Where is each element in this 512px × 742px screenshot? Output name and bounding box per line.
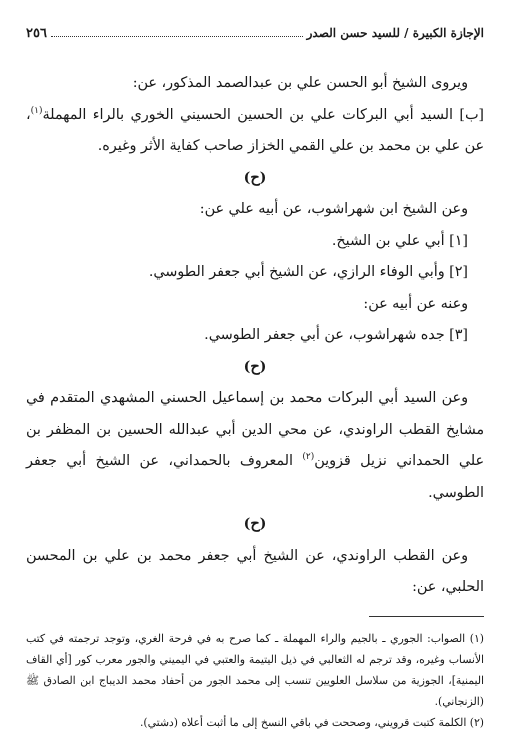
paragraph-5 xyxy=(26,383,484,509)
paragraph-5-text: وعن السيد أبي البركات محمد بن إسماعيل الحسني المشهدي المتقدم في مشايخ القطب الراوندي، عن محي الدين أبي عبدالله الحسين بن المظفر بن علي الحمداني نزيل قزوين xyxy=(26,390,484,469)
footnote-1: (١) الصواب: الجوري ـ بالجيم والراء المهملة ـ كما صرح به في فرحة الغري، وتوجد ترجمته في كتب الأنساب وغيره، وقد ترجم له الثعالبي في ذيل اليتيمة والعتبي في اليميني والجور معرب كور [أي القاف اليمنية]، الجوزية من سلاسل العلويين تنسب إلى محمد الجور من أحفاد محمد الديباج ابن الصادق ﷺ (الزنجاني). xyxy=(26,632,484,708)
body-text xyxy=(26,68,484,604)
section-separator-3: (ح) xyxy=(243,516,267,532)
list-item-3: [٣] جده شهراشوب، عن أبي جعفر الطوسي. xyxy=(204,327,468,343)
header-title: الإجازة الكبيرة / للسيد حسن الصدر xyxy=(306,26,484,40)
paragraph-4: وعنه عن أبيه عن: xyxy=(363,295,468,312)
footnotes xyxy=(26,628,484,733)
list-item-1: [١] أبي علي بن الشيخ. xyxy=(331,232,468,249)
page-number: ٢٥٦ xyxy=(26,26,47,41)
section-separator-2: (ح) xyxy=(243,358,267,375)
document-page xyxy=(26,26,484,732)
section-separator-1: (ح) xyxy=(243,169,267,186)
list-item-2: [٢] وأبي الوفاء الرازي، عن الشيخ أبي جعفر الطوسي. xyxy=(148,264,468,280)
paragraph-6: وعن القطب الراوندي، عن الشيخ أبي جعفر محمد بن علي بن المحسن الحلبي، عن: xyxy=(26,547,484,595)
paragraph-2 xyxy=(26,100,484,163)
paragraph-1: ويروى الشيخ أبو الحسن علي بن عبدالصمد المذكور، عن: xyxy=(132,75,468,91)
running-header xyxy=(26,26,484,46)
paragraph-3: وعن الشيخ ابن شهراشوب، عن أبيه علي عن: xyxy=(199,201,468,217)
footnote-ref-2: (٢) xyxy=(302,452,315,463)
paragraph-5-tail: المعروف بالحمداني، عن الشيخ أبي جعفر الطوسي. xyxy=(26,453,484,501)
footnote-ref-1: (١) xyxy=(30,105,43,116)
footnote-2: (٢) الكلمة كتبت قرويني، وصححت في باقي النسخ إلى ما أثبت أعلاه (دشتي). xyxy=(139,716,484,729)
header-leader-dots xyxy=(51,36,303,37)
paragraph-2-text: [ب] السيد أبي البركات علي بن الحسين الحسيني الخوري بالراء المهملة xyxy=(42,106,484,123)
paragraph-2-tail: ، عن علي بن محمد بن علي القمي الخزاز صاحب كفاية الأثر وغيره. xyxy=(26,106,484,154)
footnote-separator-line xyxy=(369,616,484,617)
